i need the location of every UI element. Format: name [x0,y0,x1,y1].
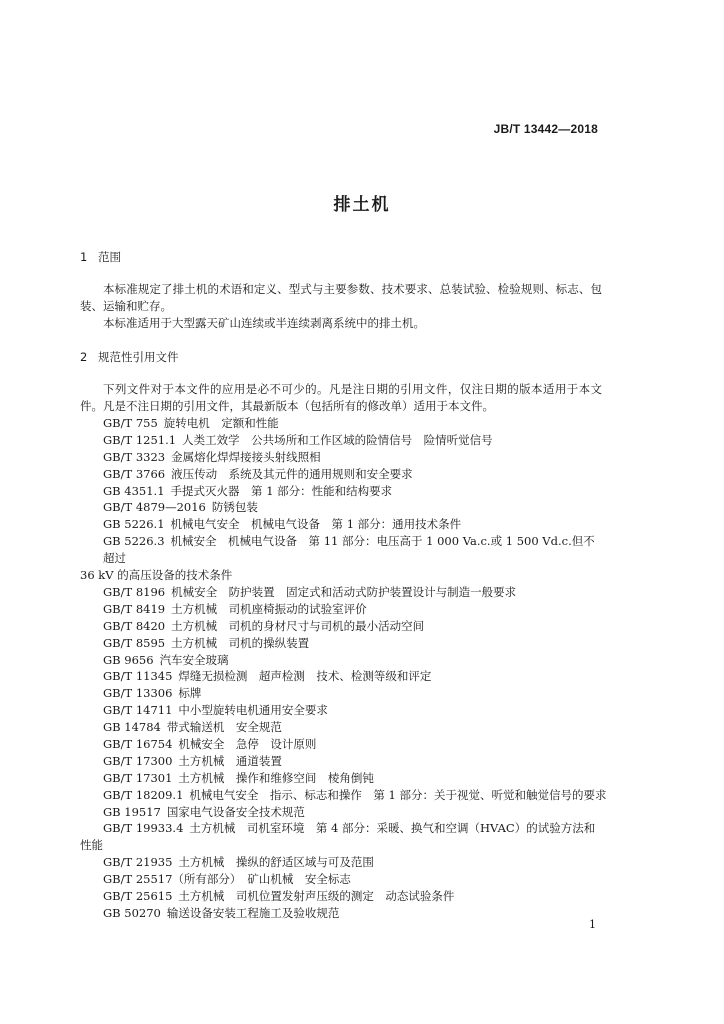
reference-item [80,533,602,584]
reference-item [80,719,602,736]
reference-title: 土方机械 操纵的舒适区域与可及范围 [178,855,374,870]
reference-title: 国家电气设备安全技术规范 [166,804,305,819]
document-title: 排土机 [333,195,391,215]
reference-title: 土方机械 司机室环境 第 4 部分：采暖、换气和空调（HVAC）的试验方法和 [189,821,596,836]
reference-item [80,804,602,821]
section-heading-normative-references [80,349,179,365]
reference-code: GB/T 13306 [103,686,173,701]
reference-code: GB/T 11345 [103,669,173,684]
reference-title: 防锈包装 [211,500,258,515]
reference-code: GB 5226.1 [103,517,165,532]
reference-title: 金属熔化焊焊接接头射线照相 [171,449,321,464]
reference-title: 机械安全 机械电气设备 第 11 部分：电压高于 1 000 Va.c.或 1 500 Vd.c.但不超过 [103,534,595,566]
reference-code: GB 5226.3 [103,534,165,549]
reference-code: GB/T 14711 [103,703,173,718]
reference-item [80,702,602,719]
standard-number: JB/T 13442—2018 [493,122,598,136]
section-number: 2 [80,350,88,364]
reference-title: 机械电气安全 机械电气设备 第 1 部分：通用技术条件 [170,517,462,532]
reference-item [80,499,602,516]
reference-title: 汽车安全玻璃 [159,652,229,667]
reference-title: 液压传动 系统及其元件的通用规则和安全要求 [171,466,413,481]
reference-item [80,753,602,770]
reference-title: 机械安全 急停 设计原则 [178,736,317,751]
reference-item [80,888,602,905]
reference-item [80,601,602,618]
reference-item [80,668,602,685]
reference-item [80,736,602,753]
reference-item [80,635,602,652]
reference-code: GB 4351.1 [103,483,165,498]
reference-code: GB/T 19933.4 [103,821,184,836]
reference-code: GB/T 8420 [103,618,166,633]
reference-item [80,466,602,483]
page-number: 1 [589,918,596,931]
reference-title: 中小型旋转电机通用安全要求 [178,703,328,718]
reference-code: GB/T 755 [103,416,158,430]
reference-code: GB 50270 [103,905,161,920]
section-title: 规范性引用文件 [98,350,179,364]
reference-code: GB/T 17300 [103,753,173,768]
reference-title-continuation: 36 kV 的高压设备的技术条件 [80,568,233,583]
reference-item [80,652,602,669]
reference-code: GB/T 25517（所有部分） [103,872,242,887]
reference-item [80,820,602,854]
reference-title: 土方机械 通道装置 [178,753,282,768]
reference-item [80,871,602,888]
reference-title: 土方机械 司机的操纵装置 [171,635,310,650]
reference-code: GB/T 8419 [103,601,166,616]
reference-title: 土方机械 司机位置发射声压级的测定 动态试验条件 [178,889,455,904]
reference-title: 输送设备安装工程施工及验收规范 [166,905,340,920]
reference-code: GB/T 18209.1 [103,787,184,802]
reference-title: 机械安全 防护装置 固定式和活动式防护装置设计与制造一般要求 [171,584,517,599]
reference-title: 土方机械 操作和维修空间 棱角倒钝 [178,770,374,785]
reference-item [80,584,602,601]
reference-code: GB/T 3323 [103,449,166,464]
reference-list [80,415,607,922]
reference-item [80,415,602,432]
reference-item [80,770,602,787]
reference-title: 旋转电机 定额和性能 [163,416,279,430]
reference-title: 焊缝无损检测 超声检测 技术、检测等级和评定 [178,669,432,684]
reference-title: 带式输送机 安全规范 [166,720,282,735]
reference-code: GB/T 25615 [103,889,173,904]
section-title: 范围 [98,250,121,264]
reference-title: 矿山机械 安全标志 [247,872,351,887]
reference-title-continuation: 性能 [80,838,103,853]
reference-item [80,516,602,533]
reference-code: GB/T 4879—2016 [103,500,206,515]
reference-item [80,618,602,635]
reference-title: 手提式灭火器 第 1 部分：性能和结构要求 [170,483,393,498]
reference-title: 机械电气安全 指示、标志和操作 第 1 部分：关于视觉、听觉和触觉信号的要求 [189,787,607,802]
reference-item [80,685,602,702]
section-heading-scope [80,249,121,265]
reference-code: GB 9656 [103,652,154,667]
reference-code: GB/T 21935 [103,855,173,870]
reference-code: GB 19517 [103,804,161,819]
reference-title: 标牌 [178,686,202,701]
references-intro-paragraph: 下列文件对于本文件的应用是必不可少的。凡是注日期的引用文件，仅注日期的版本适用于本文件。凡是不注日期的引用文件，其最新版本（包括所有的修改单）适用于本文件。 [80,382,602,413]
reference-item [80,432,602,449]
section-number: 1 [80,250,88,264]
reference-item [80,854,602,871]
reference-title: 土方机械 司机的身材尺寸与司机的最小活动空间 [171,618,425,633]
reference-item [80,449,602,466]
reference-code: GB/T 8196 [103,584,166,599]
reference-code: GB/T 8595 [103,635,166,650]
reference-code: GB/T 17301 [103,770,173,785]
reference-item [80,787,607,804]
scope-paragraph: 本标准适用于大型露天矿山连续或半连续剥离系统中的排土机。 [103,316,425,330]
reference-code: GB/T 16754 [103,736,173,751]
reference-title: 土方机械 司机座椅振动的试验室评价 [171,601,367,616]
reference-code: GB 14784 [103,720,161,735]
reference-code: GB/T 1251.1 [103,432,177,447]
reference-title: 人类工效学 公共场所和工作区域的险情信号 险情听觉信号 [182,432,493,447]
reference-item [80,905,602,922]
scope-paragraph: 本标准规定了排土机的术语和定义、型式与主要参数、技术要求、总装试验、检验规则、标志、包装、运输和贮存。 [80,282,602,313]
reference-code: GB/T 3766 [103,466,166,481]
reference-item [80,483,602,500]
